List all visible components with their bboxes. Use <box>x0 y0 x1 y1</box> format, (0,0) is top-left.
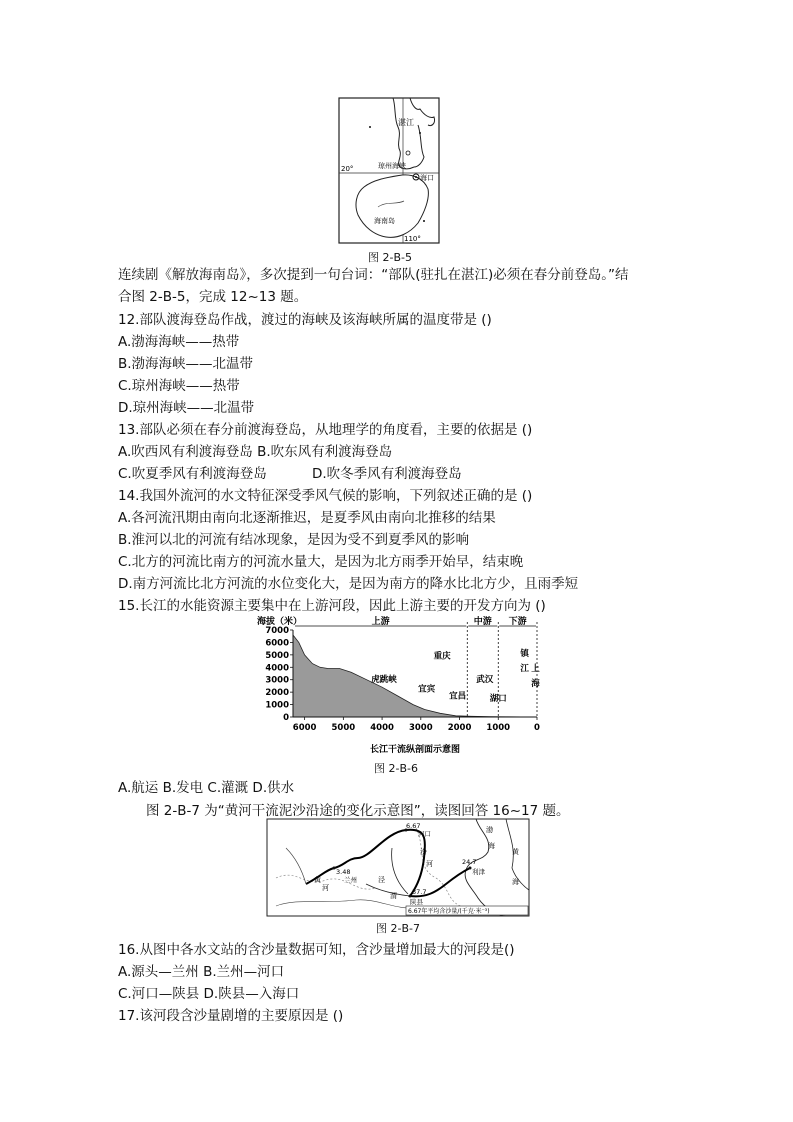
ytick-label: 5000 <box>265 650 289 661</box>
q13-option-d: D.吹冬季风有利渡海登岛 <box>312 466 462 482</box>
label-fen: 汾 <box>420 848 427 856</box>
intro-line1: 连续剧《解放海南岛》，多次提到一句台词：“部队(驻扎在湛江)必须在春分前登岛。”结 <box>118 267 629 283</box>
fig6-title: 长江干流纵剖面示意图 <box>369 745 461 755</box>
place-zhenjiang-2: 江 <box>520 664 529 675</box>
xtick-label: 6000 <box>292 723 317 733</box>
yangtze-profile-chart <box>255 613 547 758</box>
place-zhenjiang-1: 镇 <box>520 649 529 660</box>
label-v348: 3.48 <box>336 868 351 876</box>
map-qiongzhou <box>338 97 440 245</box>
place-chongqing: 重庆 <box>433 651 451 662</box>
q16-option-cd: C.河口—陕县 D.陕县—入海口 <box>118 986 300 1002</box>
fig6-caption: 图 2-B-6 <box>374 762 418 775</box>
label-v667: 6.67 <box>406 822 421 830</box>
section-lower-label: 下游 <box>508 617 527 627</box>
intro2: 图 2-B-7 为“黄河干流泥沙沿途的变化示意图”，读图回答 16~17 题。 <box>146 803 570 819</box>
label-lanzhou: 兰州 <box>344 876 357 884</box>
q13-option-ab: A.吹西风有利渡海登岛 B.吹东风有利渡海登岛 <box>118 444 393 460</box>
xtick-label: 5000 <box>331 723 356 733</box>
map-yellow-river <box>266 818 530 918</box>
q14-stem: 14.我国外流河的水文特征深受季风气候的影响，下列叙述正确的是 () <box>118 488 533 504</box>
xtick-label: 0 <box>534 723 540 733</box>
label-he2: 河 <box>322 884 329 892</box>
label-shanxian: 陕县 <box>410 898 423 906</box>
label-bo: 渤 <box>486 826 493 834</box>
label-huanghai-hai: 海 <box>512 878 519 886</box>
place-yichang: 宜昌 <box>449 691 467 702</box>
q14-option-d: D.南方河流比北方河流的水位变化大，是因为南方的降水比北方少，且雨季短 <box>118 576 579 592</box>
q14-option-c: C.北方的河流比南方的河流水量大，是因为北方雨季开始早，结束晚 <box>118 554 524 570</box>
label-huanghai-huang: 黄 <box>512 848 519 856</box>
section-middle-label: 中游 <box>473 617 492 627</box>
label-v377: 37.7 <box>412 888 427 896</box>
q12-option-d: D.琼州海峡——北温带 <box>118 400 255 416</box>
q14-option-b: B.淮河以北的河流有结冰现象，是因为受不到夏季风的影响 <box>118 532 470 548</box>
xtick-label: 1000 <box>486 723 511 733</box>
section-upper-label: 上游 <box>371 617 390 627</box>
label-hainan: 海南岛 <box>374 217 395 225</box>
xtick-label: 2000 <box>447 723 472 733</box>
q12-option-b: B.渤海海峡——北温带 <box>118 356 254 372</box>
fig7-legend: 6.67年平均含沙量/(千克·米⁻³) <box>408 908 490 915</box>
ytick-label: 7000 <box>265 626 289 636</box>
label-lat: 20° <box>341 165 354 173</box>
place-yibin: 宜宾 <box>418 684 436 695</box>
q13-stem: 13.部队必须在春分前渡海登岛，从地理学的角度看，主要的依据是 () <box>118 422 533 438</box>
fig7-caption: 图 2-B-7 <box>376 922 420 935</box>
q15-stem: 15.长江的水能资源主要集中在上游河段，因此上游主要的开发方向为 () <box>118 598 546 614</box>
q16-stem: 16.从图中各水文站的含沙量数据可知，含沙量增加最大的河段是() <box>118 942 515 958</box>
ytick-label: 3000 <box>265 675 289 686</box>
fig5-caption: 图 2-B-5 <box>368 251 412 264</box>
ytick-label: 2000 <box>265 688 289 699</box>
label-jing: 泾 <box>378 876 385 884</box>
place-shanghai-2: 海 <box>531 678 540 689</box>
label-he: 河 <box>426 860 433 868</box>
q12-stem: 12.部队渡海登岛作战，渡过的海峡及该海峡所属的温度带是 () <box>118 312 492 328</box>
label-v247: 24.7 <box>462 858 477 866</box>
q12-option-a: A.渤海海峡——热带 <box>118 334 240 350</box>
ytick-label: 4000 <box>265 663 289 674</box>
label-hekou: 河口 <box>418 830 431 838</box>
q12-option-c: C.琼州海峡——热带 <box>118 378 240 394</box>
xtick-label: 4000 <box>370 723 394 733</box>
ytick-label: 1000 <box>265 700 289 711</box>
label-wei: 渭 <box>390 892 397 900</box>
place-wuhan: 武汉 <box>476 675 494 686</box>
label-huang: 黄 <box>314 876 321 884</box>
label-haikou: 海口 <box>420 174 434 182</box>
place-hukou: 湖口 <box>489 693 507 704</box>
label-qiongzhou: 琼州海峡 <box>378 162 406 170</box>
label-lijin: 利津 <box>472 868 485 876</box>
q15-options: A.航运 B.发电 C.灌溉 D.供水 <box>118 780 295 796</box>
ytick-label: 0 <box>283 713 289 723</box>
profile-area <box>293 635 537 717</box>
q14-option-a: A.各河流汛期由南向北逐渐推迟，是夏季风由南向北推移的结果 <box>118 510 496 526</box>
ytick-label: 6000 <box>265 638 289 649</box>
label-lon: 110° <box>404 235 421 243</box>
fig6-ylabel: 海拔（米） <box>257 617 303 627</box>
intro-line2: 合图 2-B-5，完成 12~13 题。 <box>118 289 308 305</box>
place-shanghai-1: 上 <box>531 664 540 675</box>
label-zhanjiang: 湛江 <box>398 118 414 127</box>
xtick-label: 3000 <box>408 723 433 733</box>
label-bohai-hai: 海 <box>488 842 495 850</box>
place-hutiaoxia: 虎跳峡 <box>371 675 397 686</box>
q16-option-ab: A.源头—兰州 B.兰州—河口 <box>118 964 285 980</box>
q17-stem: 17.该河段含沙量剧增的主要原因是 () <box>118 1008 344 1024</box>
q13-option-c: C.吹夏季风有利渡海登岛 <box>118 466 267 482</box>
